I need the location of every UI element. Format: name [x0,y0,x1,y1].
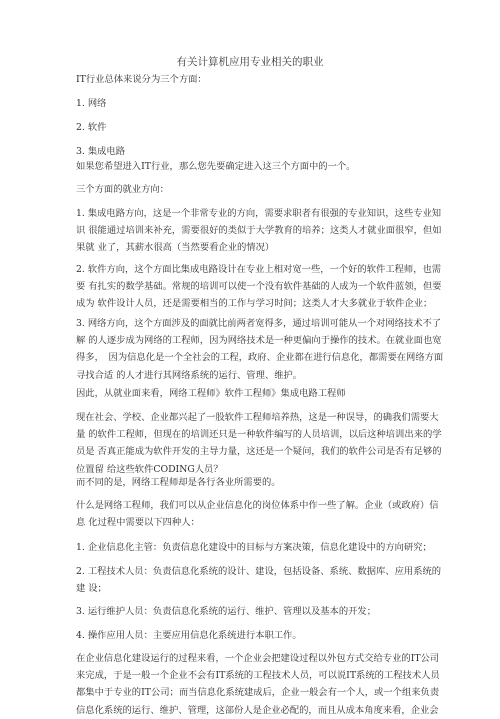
paragraph [76,539,432,556]
paragraph [76,563,442,597]
paragraph-line: 2. 软件 [76,122,107,133]
paragraph-line: IT行业总体来说分为三个方面： [76,74,207,85]
paragraph-line: 息 化过程中需要以下四种人： [76,517,200,529]
paragraph-line: 三个方面的就业方向： [76,184,169,195]
paragraph-line: 1. 集成电路方向，这是一个非常专业的方向，需要求职者有很强的专业知识，这些专业知 [76,208,442,219]
paragraph-line: 识 很能通过培训来补充，需要很好的类似于大学教育的培养；这类人才就业面很窄，但如 [76,225,442,237]
paragraph [76,385,426,402]
paragraph-line: 果就 业了，其薪水很高（当然要看企业的情况） [76,242,275,254]
paragraph-line: 2. 软件方向，这个方面比集成电路设计在专业上相对宽一些，一个好的软件工程师，也需 [76,264,442,275]
paragraph [76,627,426,644]
paragraph-line: 量 的软件工程师，但现在的培训还只是一种软件编写的人员培训，以后这种培训出来的学 [76,429,442,441]
document-title: 有关计算机应用专业相关的职业 [176,56,324,68]
paragraph [76,603,426,620]
paragraph [76,205,442,257]
paragraph-line: 位置留 给这些软件CODING人员？ [76,463,223,475]
paragraph [76,119,426,136]
paragraph-line: 2. 工程技术人员：负责信息化系统的设计、建设，包括设备、系统、数据库、应用系统的 [76,566,442,577]
paragraph [76,497,439,531]
paragraph-line: 得多， 因为信息化是一个全社会的工程，政府、企业都在进行信息化，都需要在网络方面 [76,352,444,364]
paragraph-line: 3. 运行维护人员：负责信息化系统的运行、维护、管理以及基本的开发； [76,606,377,617]
paragraph-line: 寻找合适 的人才进行其网络系统的运行、管理、维护。 [76,369,303,381]
paragraph-line: 要 有扎实的数学基础。常规的培训可以使一个没有软件基础的人成为一个软件蓝领，但要 [76,281,442,293]
paragraph-line: 3. 集成电路 [76,146,126,157]
paragraph [76,71,426,88]
paragraph-line: 在企业信息化建设运行的过程来看，一个企业会把建设过程以外包方式交给专业的IT公司 [76,653,440,664]
paragraph-line: 如果您希望进入IT行业，那么您先要确定进入这三个方面中的一个。 [76,161,356,172]
paragraph [76,158,426,175]
paragraph-line: 3. 网络方向，这个方面涉及的面就比前两者宽得多，通过培训可能从一个对网络技术不了 [76,318,442,329]
paragraph-line: 现在社会、学校、企业都兴起了一股软件工程师培养热，这是一种误导，的确我们需要大 [76,412,439,423]
paragraph-line: 解 的人逐步成为网络的工程师，因为网络技术是一种更偏向于操作的技术。在就业面也宽 [76,335,442,347]
paragraph-line: 1. 企业信息化主管：负责信息化建设中的目标与方案决策，信息化建设中的方向研究； [76,542,432,553]
paragraph [76,181,426,198]
paragraph-line: 建 设； [76,583,107,595]
paragraph-line: 来完成，于是一般一个企业不会有IT系统的工程技术人员，可以说IT系统的工程技术人员 [76,670,440,682]
paragraph [76,95,426,112]
paragraph-line: 员是 否真正能成为软件开发的主导力量，这还是一个疑问，我们的软件公司是否有足够的 [76,446,442,458]
paragraph-line: 1. 网络 [76,98,107,109]
paragraph-line: 而不同的是，网络工程师却是各行各业所需要的。 [76,477,281,488]
paragraph [76,474,426,491]
paragraph-line: 什么是网络工程师，我们可以从企业信息化的岗位体系中作一些了解。企业（或政府）信 [76,500,439,511]
paragraph-line: 信息化系统的运行、维护、管理，这部份人是企业必配的，而且从成本角度来看，企业会 [76,704,439,716]
paragraph-line: 4. 操作应用人员：主要应用信息化系统进行本职工作。 [76,630,302,641]
paragraph [76,650,440,719]
paragraph-line: 因此，从就业面来看，网络工程师》软件工程师》集成电路工程师 [76,388,346,399]
paragraph [76,315,444,384]
paragraph [76,409,442,478]
paragraph [76,261,442,313]
paragraph-line: 成为 软件设计人员，还是需要相当的工作与学习时间；这类人才大多就业于软件企业； [76,298,433,310]
paragraph-line: 都集中于专业的IT公司；而当信息化系统建成后，企业一般会有一个人，或一个组来负责 [76,687,440,699]
